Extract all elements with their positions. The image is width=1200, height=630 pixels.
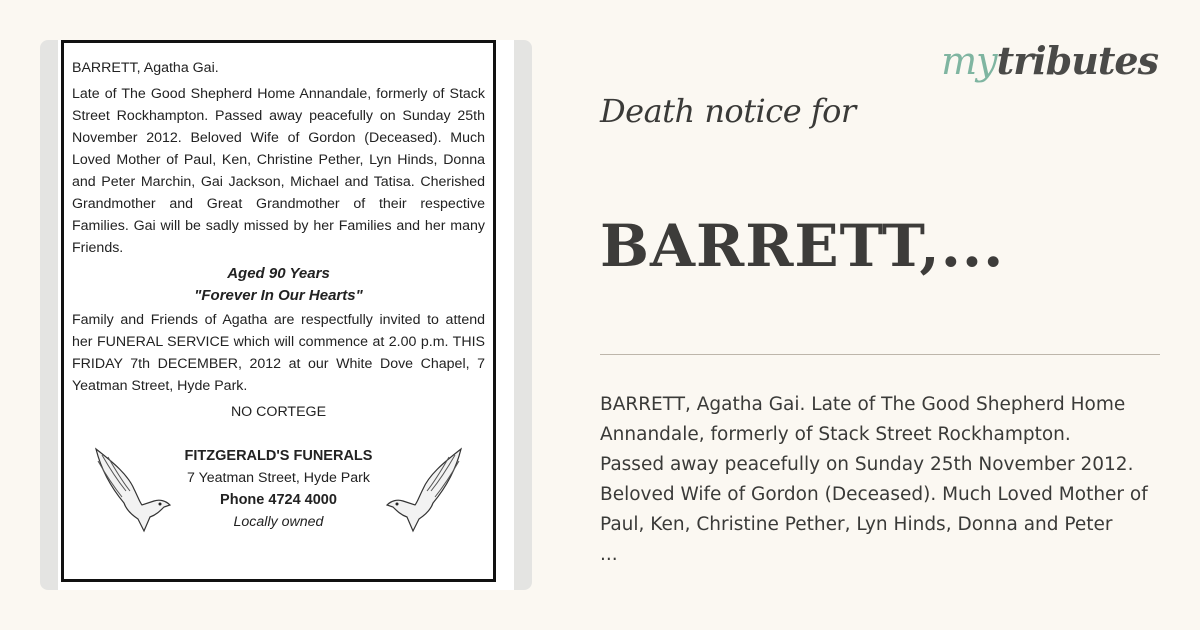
death-notice — [61, 40, 496, 582]
logo-tributes: tributes — [996, 38, 1158, 83]
divider — [600, 354, 1160, 355]
notice-paper — [58, 40, 514, 590]
excerpt-line: Beloved Wife of Gordon (Deceased). Much Loved Mother of — [600, 484, 1148, 505]
notice-image-frame — [40, 40, 532, 590]
funeral-home-tagline: Locally owned — [233, 514, 324, 530]
excerpt-line: Paul, Ken, Christine Pether, Lyn Hinds, Donna and Peter — [600, 514, 1113, 535]
excerpt-line: Passed away peacefully on Sunday 25th November 2012. — [600, 454, 1134, 475]
dove-icon — [94, 445, 174, 535]
notice-service: Family and Friends of Agatha are respectfully invited to attend her FUNERAL SERVICE which will commence at 2.00 p.m. THIS FRIDAY 7th DECEMBER, 2012 at our White Dove Chapel, 7 Yeatman Street, Hyde Park. — [72, 312, 485, 394]
notice-body: Late of The Good Shepherd Home Annandale, formerly of Stack Street Rockhampton. Passed away peacefully on Sunday 25th November 2012. Beloved Wife of Gordon (Deceased). Much Loved Mother of Paul, Ken, Christine Pether, Lyn Hinds, Donna and Peter Marchin, Gai Jackson, Michael and Tatisa. Cherished Grandmother and Great Grandmother of their respective Families. Gai will be sadly missed by her Families and her many Friends. — [72, 86, 485, 256]
excerpt-ellipsis: ... — [600, 544, 618, 565]
notice-cortege: NO CORTEGE — [230, 404, 327, 420]
excerpt-line: BARRETT, Agatha Gai. Late of The Good Shepherd Home — [600, 394, 1126, 415]
notice-age: Aged 90 Years — [227, 265, 330, 282]
page-kicker: Death notice for — [600, 92, 856, 130]
funeral-home-block — [72, 445, 485, 545]
funeral-home-name: FITZGERALD'S FUNERALS — [184, 448, 373, 464]
excerpt-line: Annandale, formerly of Stack Street Rockhampton. — [600, 424, 1071, 445]
notice-name: BARRETT, Agatha Gai. — [72, 60, 219, 76]
mytributes-logo[interactable] — [941, 38, 1158, 83]
funeral-home-phone: Phone 4724 4000 — [220, 492, 337, 508]
notice-excerpt — [600, 390, 1190, 570]
funeral-home-address: 7 Yeatman Street, Hyde Park — [187, 470, 370, 486]
notice-quote: "Forever In Our Hearts" — [194, 287, 363, 304]
deceased-name-heading: BARRETT,... — [600, 212, 1005, 280]
logo-my: my — [941, 39, 997, 83]
dove-icon — [383, 445, 463, 535]
